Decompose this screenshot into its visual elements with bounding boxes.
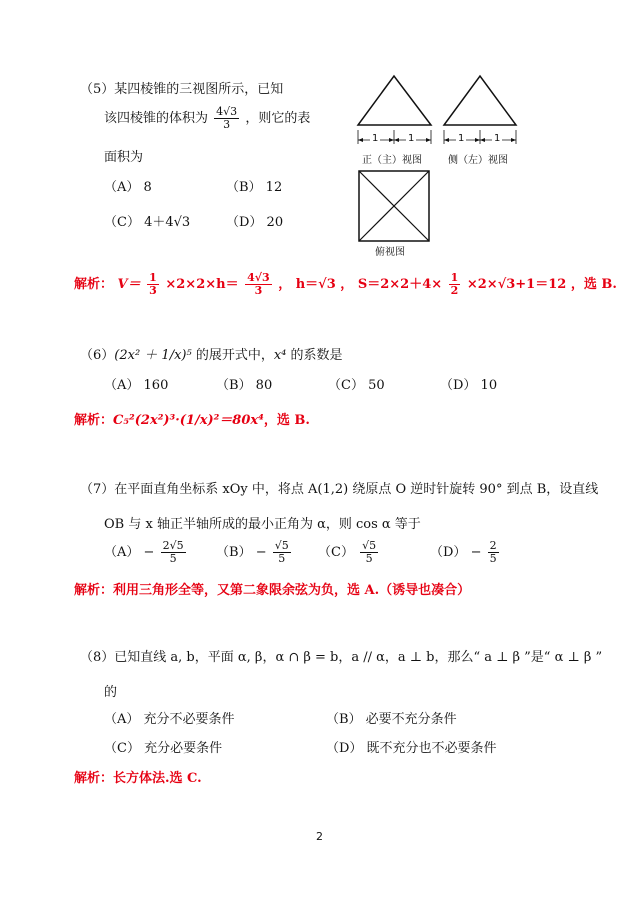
q7-option-d-num: 2 — [489, 539, 497, 552]
q6-option-a: （A） 160 — [104, 378, 169, 393]
q7-option-a-num: 2√5 — [162, 539, 184, 552]
q5-analysis-frac1-den: 3 — [149, 284, 157, 297]
q6-option-d: （D） 10 — [440, 378, 498, 393]
top-view-caption: 俯视图 — [375, 247, 405, 258]
q5-line2-post: ，则它的表 — [245, 111, 311, 126]
front-dim-label-left: 1 — [372, 133, 379, 144]
q5-analysis-frac2 — [245, 272, 272, 297]
q7-option-d-fraction — [488, 540, 499, 565]
q7-analysis: 解析：利用三角形全等，又第二象限余弦为负，选 A.（诱导也凑合） — [74, 583, 471, 598]
q6-analysis-label: 解析： — [74, 413, 114, 428]
q8-number: （8） — [80, 650, 115, 665]
front-view-caption: 正（主）视图 — [362, 155, 422, 166]
q7-option-a-label: （A） — [104, 545, 140, 560]
q8-line1-text: 已知直线 a, b，平面 α, β，α ∩ β = b，a // α，a ⊥ b，那么“ a ⊥ β ”是“ α ⊥ β ” — [114, 650, 603, 665]
q5-analysis-frac2-den: 3 — [254, 284, 263, 297]
q6-stem — [80, 344, 343, 363]
q6-text2: 的系数是 — [286, 348, 343, 363]
q7-option-a-sign: − — [143, 545, 155, 560]
front-dim-label-right: 1 — [408, 133, 415, 144]
q8-line2: 的 — [104, 685, 118, 700]
q5-analysis-v: V＝ — [117, 277, 141, 292]
q7-option-b-sign: − — [255, 545, 267, 560]
q7-option-d-label: （D） — [430, 545, 467, 560]
side-dim-label-right: 1 — [494, 133, 501, 144]
q7-option-c-fraction — [360, 540, 378, 565]
q5-analysis-frac2-num: 4√3 — [247, 271, 270, 284]
front-view-triangle — [358, 76, 431, 125]
q5-option-a: （A） 8 — [104, 180, 152, 195]
q5-analysis-frac3-num: 1 — [450, 271, 459, 284]
q5-line3: 面积为 — [104, 150, 144, 165]
side-view-triangle — [444, 76, 516, 125]
q7-line1-text: 在平面直角坐标系 xOy 中，将点 A(1,2) 绕原点 O 逆时针旋转 90° 到点 B，设直线 — [114, 482, 599, 497]
q5-analysis-h: ， h＝√3 ， — [278, 277, 354, 292]
q5-line1 — [80, 78, 283, 97]
q7-line2: OB 与 x 轴正半轴所成的最小正角为 α，则 cos α 等于 — [104, 517, 421, 532]
front-view-dimension — [358, 130, 431, 144]
q7-option-c-den: 5 — [365, 552, 373, 565]
page-number: 2 — [316, 830, 323, 843]
q5-analysis-frac1 — [147, 272, 159, 297]
q5-analysis-choice: ，选 B. — [570, 277, 617, 292]
q6-analysis-expr: C₅²(2x²)³·(1/x)²＝80x⁴ — [113, 413, 264, 428]
q5-option-d: （D） 20 — [226, 215, 284, 230]
q7-option-a-den: 5 — [169, 552, 177, 565]
q5-line2-pre: 该四棱锥的体积为 — [104, 111, 209, 126]
q7-option-b-den: 5 — [278, 552, 286, 565]
side-view-dimension — [444, 130, 516, 144]
q5-line1-text: 某四棱锥的三视图所示，已知 — [114, 82, 284, 97]
q8-option-d: （D） 既不充分也不必要条件 — [326, 741, 497, 756]
q5-volume-num: 4√3 — [216, 105, 238, 118]
q5-analysis-mid: ×2×2×h＝ — [165, 277, 239, 292]
q5-volume-fraction — [214, 106, 239, 131]
q7-option-b-num: √5 — [274, 539, 289, 552]
q7-option-c-label: （C） — [318, 545, 354, 560]
q7-option-a-fraction — [161, 540, 186, 565]
q6-text: 的展开式中， — [191, 348, 274, 363]
q7-option-a — [104, 540, 188, 565]
q5-option-b: （B） 12 — [226, 180, 283, 195]
q5-analysis-label: 解析： — [74, 277, 114, 292]
side-view-caption: 侧（左）视图 — [448, 155, 508, 166]
q5-analysis-frac3 — [449, 272, 461, 297]
q5-analysis-s-end: ×2×√3+1＝12 — [466, 277, 567, 292]
q5-line2 — [104, 106, 310, 131]
q5-analysis-frac3-den: 2 — [450, 284, 459, 297]
q8-option-b: （B） 必要不充分条件 — [326, 712, 457, 727]
q7-option-b — [216, 540, 293, 565]
q7-option-c — [318, 540, 380, 565]
q8-analysis: 解析：长方体法.选 C. — [74, 771, 202, 786]
q7-option-d-sign: − — [470, 545, 482, 560]
q7-number: （7） — [80, 482, 115, 497]
q6-option-c: （C） 50 — [328, 378, 385, 393]
q8-line1 — [80, 646, 602, 665]
q7-line1 — [80, 478, 598, 497]
q7-option-d — [430, 540, 501, 565]
q5-analysis-frac1-num: 1 — [149, 271, 157, 284]
q6-option-b: （B） 80 — [216, 378, 273, 393]
q7-option-b-label: （B） — [216, 545, 252, 560]
q6-analysis — [74, 409, 310, 428]
q6-analysis-choice: ，选 B. — [263, 413, 310, 428]
side-dim-label-left: 1 — [458, 133, 465, 144]
q5-volume-den: 3 — [223, 118, 231, 131]
q6-expression: (2x² ＋ 1/x)⁵ — [114, 348, 192, 363]
q5-option-c: （C） 4＋4√3 — [104, 215, 191, 230]
q5-analysis — [74, 272, 617, 297]
q8-option-a: （A） 充分不必要条件 — [104, 712, 235, 727]
q6-number: （6） — [80, 348, 115, 363]
q7-option-c-num: √5 — [362, 539, 377, 552]
q7-option-d-den: 5 — [489, 552, 497, 565]
q5-analysis-s: S＝2×2＋4× — [357, 277, 443, 292]
q5-number: （5） — [80, 82, 115, 97]
q8-option-c: （C） 充分必要条件 — [104, 741, 223, 756]
q6-x4: x⁴ — [273, 348, 287, 363]
q7-option-b-fraction — [273, 540, 291, 565]
